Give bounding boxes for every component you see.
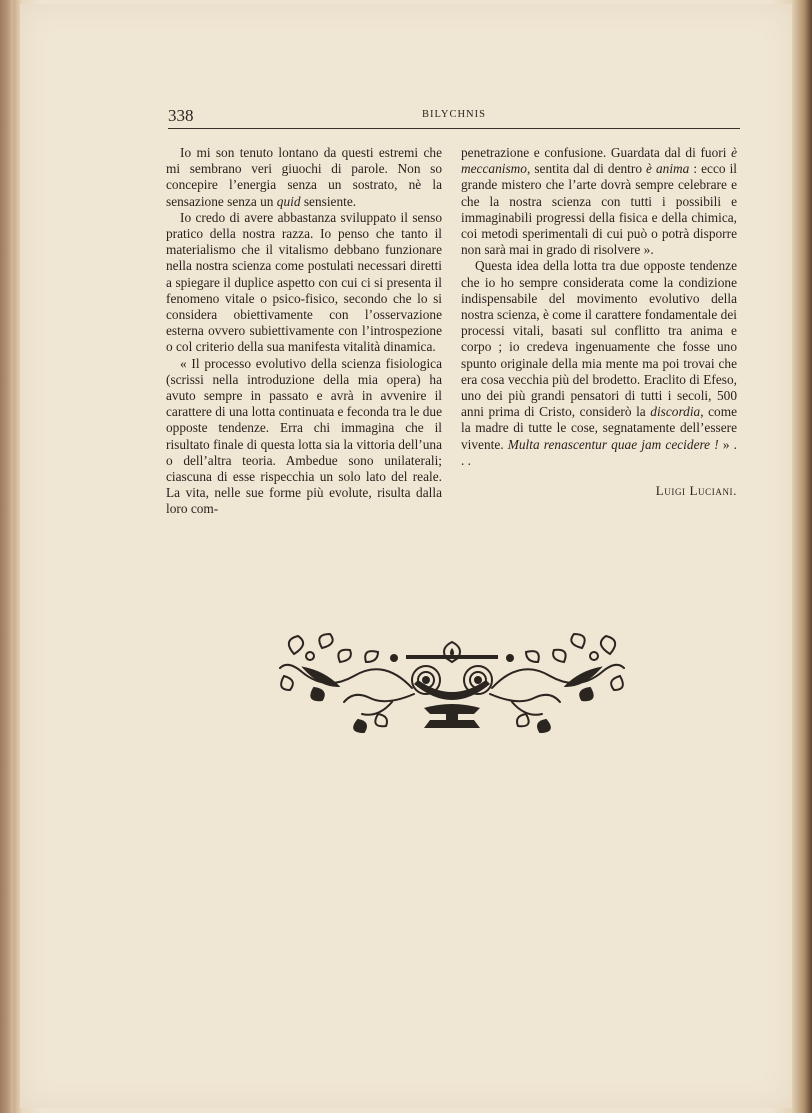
text-run: » . . . [461,436,737,468]
text-run: , come la madre di tutte le cose, segnatamente dell’essere vivente. [461,404,737,452]
italic-run: Multa renascentur quae jam cecidere ! [507,436,719,452]
quid-italic: quid [276,193,301,209]
paragraph-text-lead: Io mi son tenuto lontano da questi estremi che mi sembrano veri giuochi di parole. Non so concepire l’energia senza un sostrato, nè la sensazione senza un [166,145,442,209]
italic-run: è anima [646,161,690,177]
paragraph [461,258,737,469]
page-number: 338 [168,106,194,125]
right-text-column [461,145,737,499]
left-text-column [166,145,442,518]
book-binding-edge-right [792,0,812,1113]
paragraph [166,145,442,210]
italic-run: è meccanismo [461,145,737,177]
italic-run: discordia [650,404,701,420]
paragraph: Io credo di avere abbastanza sviluppato il senso pratico della nostra razza. Io penso che tanto il materialismo che il vitalismo debbano funzionare nella nostra scienza come postulati necessari diretti a spiegare il duplice aspetto con cui ci si presenta il fenomeno vitale o psico-fisico, secondo che lo si considera obiettivamente con l’osservazione esterna ovvero subiettivamente con l’introspezione o col criterio della sua manifesta vitalità dinamica. [166,209,442,355]
text-run: , sentita dal di dentro [526,161,647,177]
text-run: : ecco il grande mistero che l’arte dovrà sempre celebrare e che la nostra scienza con tutti i possibili e immaginabili progressi della fisica e della chimica, coi metodi sperimentali di cui può o potrà disporre non sarà mai in grado di risolvere ». [461,161,737,258]
journal-title: BILYCHNIS [422,109,486,120]
text-run: Questa idea della lotta tra due opposte tendenze che io ho sempre considerata come la condizione indispensabile del movimento evolutivo della nostra scienza, è come il carattere fondamentale dei processi vitali, basati sul conflitto tra anima e corpo ; io credeva ingenuamente che fosse uno spunto originale della mia mente ma poi trovai che era cosa vecchia più del brodetto. Eraclito di Efeso, uno dei più grandi pensatori di tutti i secoli, 500 anni prima di Cristo, considerò la [461,258,737,420]
author-signature: Luigi Luciani. [655,483,737,499]
running-head [168,106,740,129]
paragraph: « Il processo evolutivo della scienza fisiologica (scrissi nella introduzione della mia opera) ha avuto sempre in passato e avrà in avvenire il carattere di una lotta continuata e feconda tra le due opposte tendenze. Erra chi immagina che il risultato finale di questa lotta sia la vittoria dell’una o dell’altra teoria. Ambedue sono unilaterali; ciascuna di esse rispecchia un solo lato del reale. La vita, nelle sue forme più evolute, risulta dalla loro com- [166,355,442,517]
paragraph-text-tail: sensiente. [300,193,357,209]
floral-vase-ornament-icon [274,628,630,734]
text-run: penetrazione e confusione. Guardata dal di fuori [461,145,732,160]
paragraph [461,145,737,258]
